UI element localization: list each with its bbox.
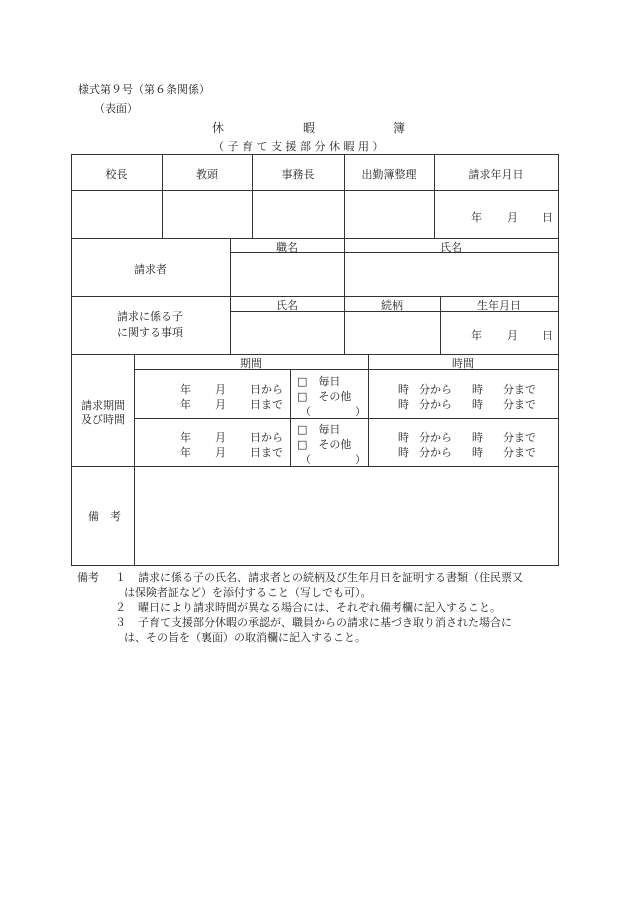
relation-field[interactable] <box>345 312 440 354</box>
position-field[interactable] <box>231 253 344 296</box>
form-text: 年 <box>180 398 191 411</box>
header-request-date: 請求年月日 <box>468 168 524 181</box>
form-text: 時 <box>472 446 483 459</box>
note-3-num: ３ <box>115 616 126 629</box>
form-text: 時 <box>398 446 409 459</box>
subtitle: （ 子 育 て 支 援 部 分 休 暇 用 ） <box>213 140 384 153</box>
stamp-attendance[interactable] <box>345 191 434 238</box>
note-1-line-2: は保険者証など）を添付すること（写しでも可）。 <box>124 586 372 599</box>
form-text: 年 <box>471 211 482 224</box>
form-text: 時 <box>398 383 409 396</box>
other-detail-field[interactable]: （ ） <box>300 405 366 418</box>
title-char-2: 暇 <box>303 121 316 135</box>
title-char-1: 休 <box>212 121 225 135</box>
requester-name-field[interactable] <box>345 253 558 296</box>
child-label-line-1: 請求に係る子 <box>117 310 183 323</box>
daily-checkbox[interactable]: □ 毎日 <box>297 423 341 436</box>
requester-label: 請求者 <box>134 263 167 276</box>
form-text: 月 <box>507 329 518 342</box>
note-3-line-1: 子育て支援部分休暇の承認が、職員からの請求に基づき取り消された場合に <box>138 616 512 629</box>
other-detail-field[interactable]: （ ） <box>300 453 366 466</box>
form-id: 様式第９号（第６条関係） <box>78 83 210 96</box>
form-text: 分から <box>419 446 452 459</box>
form-text: 年 <box>180 431 191 444</box>
header-principal: 校長 <box>105 168 128 181</box>
requester-name-header: 氏名 <box>440 241 462 254</box>
form-text: 分まで <box>503 446 536 459</box>
form-text: 時 <box>398 398 409 411</box>
period-label-line-2: 及び時間 <box>81 413 125 426</box>
form-text: 日まで <box>250 446 283 459</box>
child-label-line-2: に関する事項 <box>117 326 183 339</box>
form-text: 時 <box>472 431 483 444</box>
birth-header: 生年月日 <box>477 299 521 312</box>
form-text: 日 <box>542 329 553 342</box>
daily-checkbox[interactable]: □ 毎日 <box>297 375 341 388</box>
time-header: 時間 <box>452 357 474 370</box>
form-text: 分から <box>419 431 452 444</box>
form-text: 年 <box>471 329 482 342</box>
form-text: 時 <box>472 398 483 411</box>
form-text: 分まで <box>503 398 536 411</box>
form-text: 月 <box>215 446 226 459</box>
form-text: 月 <box>215 383 226 396</box>
form-text: 分まで <box>503 383 536 396</box>
form-text: 分まで <box>503 431 536 444</box>
child-name-header: 氏名 <box>276 299 298 312</box>
note-3-line-2: は、その旨を（裏面）の取消欄に記入すること。 <box>124 631 366 644</box>
side-label: （表面） <box>94 102 138 115</box>
form-text: 分から <box>419 398 452 411</box>
form-text: 年 <box>180 446 191 459</box>
other-checkbox[interactable]: □ その他 <box>297 390 352 403</box>
title-char-3: 簿 <box>393 121 406 135</box>
remarks-field[interactable] <box>135 467 558 565</box>
form-text: 月 <box>215 431 226 444</box>
notes-label: 備考 <box>77 571 99 584</box>
form-text: 時 <box>398 431 409 444</box>
form-text: 日から <box>250 383 283 396</box>
remarks-label: 備 考 <box>88 510 121 523</box>
period-header: 期間 <box>240 357 262 370</box>
note-1-num: １ <box>115 571 126 584</box>
note-2-line-1: 曜日により請求時間が異なる場合には、それぞれ備考欄に記入すること。 <box>138 601 501 614</box>
form-text: 日まで <box>250 398 283 411</box>
header-office-manager: 事務長 <box>281 168 315 181</box>
stamp-vice-principal[interactable] <box>163 191 252 238</box>
child-name-field[interactable] <box>231 312 344 354</box>
header-attendance: 出勤簿整理 <box>361 168 417 181</box>
stamp-office-manager[interactable] <box>253 191 344 238</box>
form-text: 月 <box>507 211 518 224</box>
form-text: 時 <box>472 383 483 396</box>
note-1-line-1: 請求に係る子の氏名、請求者との続柄及び生年月日を証明する書類（住民票又 <box>138 571 523 584</box>
other-checkbox[interactable]: □ その他 <box>297 438 352 451</box>
form-text: 日から <box>250 431 283 444</box>
relation-header: 続柄 <box>381 299 403 312</box>
form-text: 日 <box>542 211 553 224</box>
form-text: 年 <box>180 383 191 396</box>
period-label-line-1: 請求期間 <box>81 399 125 412</box>
stamp-principal[interactable] <box>72 191 162 238</box>
form-text: 分から <box>419 383 452 396</box>
form-text: 月 <box>215 398 226 411</box>
position-header: 職名 <box>276 241 298 254</box>
note-2-num: ２ <box>115 601 126 614</box>
header-vice-principal: 教頭 <box>196 168 218 181</box>
